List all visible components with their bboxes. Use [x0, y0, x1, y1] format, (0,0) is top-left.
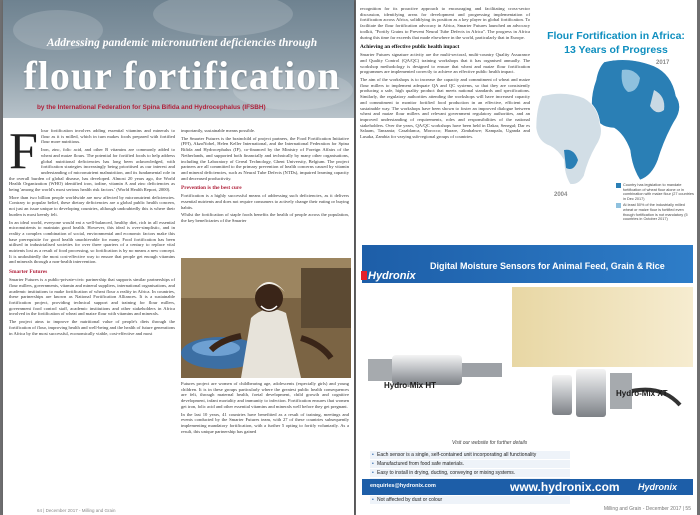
legend-text: At least 50% of the industrially milled wheat or maize flour is fortified even though fortification is not mandatory (5 countries in October 2017) — [623, 203, 688, 222]
article-column-1 — [9, 123, 175, 338]
paragraph: importantly, sustainable means possible. — [181, 128, 256, 133]
ad-headline: Digital Moisture Sensors for Animal Feed, Grain & Rice — [430, 261, 665, 271]
article-column-3 — [360, 6, 530, 142]
legend-text: Country has legislation to mandate fortification of wheat flour alone or in combination with maize flour (27 countries in Dec 2017) — [623, 183, 694, 201]
article-column-2-continued — [181, 381, 349, 436]
paragraph: Iron, zinc, folic acid, and other B vitamins are commonly added to wheat and maize flours. The potential for fortified foods to help address global nutritional deficiencies has long been acknowledged, with fortification strategies increasingly being prioritised as our interest and understanding of micronutrient malnutrition, and its fundamental role in the overall burden of global disease, has developed. Almost 20 years ago, the World Health Organization (WHO) identified iron, iodine, vitamin A and zinc deficiencies as being 'among the world's most serious health risk factors.' (World Health Report, 2000). — [9, 147, 175, 193]
ad-feature-list — [370, 451, 570, 505]
photo-woman-illustration — [181, 258, 351, 378]
subheading: Achieving an effective public health impact — [360, 44, 460, 51]
ad-footer-brand: Hydronix — [638, 482, 678, 492]
paragraph: The project aims to improve the nutritional value of people's diets through the fortification of flour, improving health and well-being and the health of future generations in Africa by the most successful, economically viable, cost-effective and most — [9, 319, 175, 336]
ad-header — [362, 245, 693, 283]
legend-swatch — [616, 203, 621, 208]
ad-feature-item: • Not affected by dust or colour — [370, 496, 570, 504]
ad-feature-item: • Manufactured from food safe materials. — [370, 460, 570, 468]
paragraph: In an ideal world, everyone would eat a well-balanced, healthy diet, rich in all essential micronutrients to maintain good health. However, this ideal is over-simplistic, and in reality a complex combination of social, environmental and economic factors make this base prerequisite for good health unachievable for many. Food fortification has been utilised in industrialised societies for over three quarters of a century to replace vital nutrients lost as a result of food processing, so fortification is by no means a new concept. It is undoubtedly the most cost-effective way to ensure that people get enough vitamins and minerals through a non-health intervention. — [9, 219, 175, 265]
article-kicker: Addressing pandemic micronutrient deficiencies through — [46, 37, 318, 49]
legend-swatch — [616, 183, 621, 188]
ad-product-visuals — [362, 285, 693, 435]
paragraph: Fortification is a highly successful means of addressing such deficiencies, as it delivers essential nutrients and does not require consumers to actively change their eating or buying habits. — [181, 193, 349, 210]
legend-item — [616, 183, 696, 201]
paragraph: The Smarter Futures is the brainchild of project partners, the Food Fortification Initiative (FFI), AkzoNobel, Helen Keller International, and the International Federation for Spina Bifida and Hydrocephalus (IF), co-financed by the Ministry of Foreign Affairs of the Netherlands, and supported both financially and technically by many other organisations, including the Laboratory of Cereal Technology, Ghent University, Belgium. The project partners are all committed to the primary prevention of health concerns caused by vitamin and mineral deficiencies, such as Neural Tube Defects (NTDs), impaired learning capacity and decreased productivity. — [181, 135, 349, 181]
article-title: flour fortification — [23, 53, 341, 98]
paragraph: Smarter Futures is a public-private-civic partnership that supports similar partnerships of flour millers, governments, vitamin and mineral suppliers, international organisations, and academic institutions to make fortification of wheat flour a reality in Africa. In countries, these partnerships are known as National Fortification Alliances. It is a sustainable fortification project, providing technical support and training for flour millers, government food control staff, academic institutions and other stakeholders in Africa involved in the fortification of wheat and maize flour with vitamins and minerals. — [9, 277, 175, 317]
article-column-2 — [181, 128, 349, 226]
right-page — [356, 0, 697, 515]
article-photo — [181, 258, 351, 378]
subheading: Prevention is the best cure — [181, 185, 242, 192]
year-label-2004: 2004 — [554, 192, 568, 198]
page-folio: Milling and Grain - December 2017 | 55 — [603, 506, 691, 512]
hydronix-advertisement[interactable] — [362, 245, 693, 503]
infographic-title-line1: Flour Fortification in Africa: — [547, 30, 685, 42]
product-label-xt: Hydro-Mix XT — [616, 389, 668, 398]
left-page — [3, 0, 354, 515]
africa-map-2004 — [536, 93, 601, 184]
paragraph: The aim of the workshops is to increase the capacity and commitment of wheat and maize flour millers to implement adequate QA and QC systems, so that they are consistently producing a safe, high quality product that meets national standards and specifications. Similarly, the regulatory authorities attending the workshops will have increased capacity and commitment to monitor fortified food production in an effective, efficient and sustainable way. The workshops have been shown to foster an improved dialogue between wheat and maize flour millers and relevant government regulatory authorities, and an improved understanding of requirements, roles and responsibilities of the national stakeholders. Over the years, QA/QC workshops have been held in Dakar, Senegal; Dar es Salaam, Tanzania; Casablanca, Morocco; Harare, Zimbabwe; Kampala, Uganda and Lusaka, Zambia for varying sub-regional groups of countries. — [360, 77, 530, 140]
paragraph: recognition for its proactive approach to encouraging and facilitating cross-sector discussion, identifying areas for development and progressing implementation of fortification across Africa, solidifying its position as a key player in global fortification. To facilitate the flour fortification advocacy in Africa, Smarter Futures launched an advocacy toolkit, "Fortify Grains to Prevent Neural Tube Defects in Africa". The progress in Africa during this time far exceeds that made elsewhere in the world, particularly that in Europe. — [360, 6, 530, 40]
cloud-shape — [153, 0, 293, 36]
drop-cap: F — [9, 123, 38, 180]
ad-feature-item: • Easy to install in drying, ducting, conveying or mixing systems. — [370, 469, 570, 477]
ad-brand: Hydronix — [368, 270, 416, 282]
legend-item — [616, 203, 696, 221]
paragraph: Whilst the fortification of staple foods benefits the health of people across the population, the key beneficiaries of the Smarter — [181, 212, 349, 224]
subheading: Smarter Futures — [9, 269, 48, 276]
hydronix-logo-icon — [361, 271, 367, 280]
ad-email-link[interactable]: enquiries@hydronix.com — [370, 483, 436, 489]
africa-infographic — [534, 0, 697, 234]
paragraph: More than two billion people worldwide are now affected by micronutrient deficiencies. Contrary to popular belief, these dietary deficiencies are a global public health concern, not just an issue unique to developing countries, although undoubtedly this is where their burden is most keenly felt. — [9, 194, 175, 217]
paragraph: lour fortification involves adding essential vitamins and minerals to flour as it is milled, which in turn makes foods prepared with fortified flour more nutritious. — [40, 128, 175, 145]
grain-background — [512, 287, 693, 367]
header-sky-banner — [3, 0, 354, 118]
ad-website-link[interactable]: www.hydronix.com — [510, 480, 620, 494]
page-folio: 64 | December 2017 - Milling and Grain — [37, 508, 116, 513]
infographic-legend — [616, 183, 696, 224]
paragraph: Smarter Futures signature activity are the multi-sectoral, multi-country Quality Assurance and Quality Control (QA/QC) training workshops that it has organised annually. The workshop methodology is designed to ensure that wheat and maize flour fortification programmes are implemented correctly to achieve an effective public health impact. — [360, 52, 530, 75]
ad-footer — [362, 479, 693, 495]
paragraph: In the last 10 years, 41 countries have benefitted as a result of training, meetings and events conducted by the Smarter Futures team, with 27 of these countries subsequently implementing mandatory fortification, with a further 5 opting to fortify voluntarily. As a result, this unique partnership has gained — [181, 411, 349, 434]
article-byline: by the International Federation for Spina Bifida and Hydrocephalus (IFSBH) — [37, 104, 266, 111]
ad-visit-text: Visit our website for further details — [452, 440, 528, 446]
paragraph: Futures project are women of childbearing age, adolescents (especially girls) and young children. It is in these groups particularly where the greatest public health consequences are felt, through maternal health, foetal development, child growth and cognitive development, infant mortality and immunity to infection. Fortification ensures that women get iron, folic acid and other essential vitamins and minerals well before they get pregnant. — [181, 381, 349, 409]
ad-feature-item: • Each sensor is a single, self-contained unit incorporating all functionality — [370, 451, 570, 459]
year-label-2017: 2017 — [656, 60, 670, 66]
product-label-ht: Hydro-Mix HT — [384, 381, 436, 390]
infographic-title-line2: 13 Years of Progress — [564, 44, 668, 56]
